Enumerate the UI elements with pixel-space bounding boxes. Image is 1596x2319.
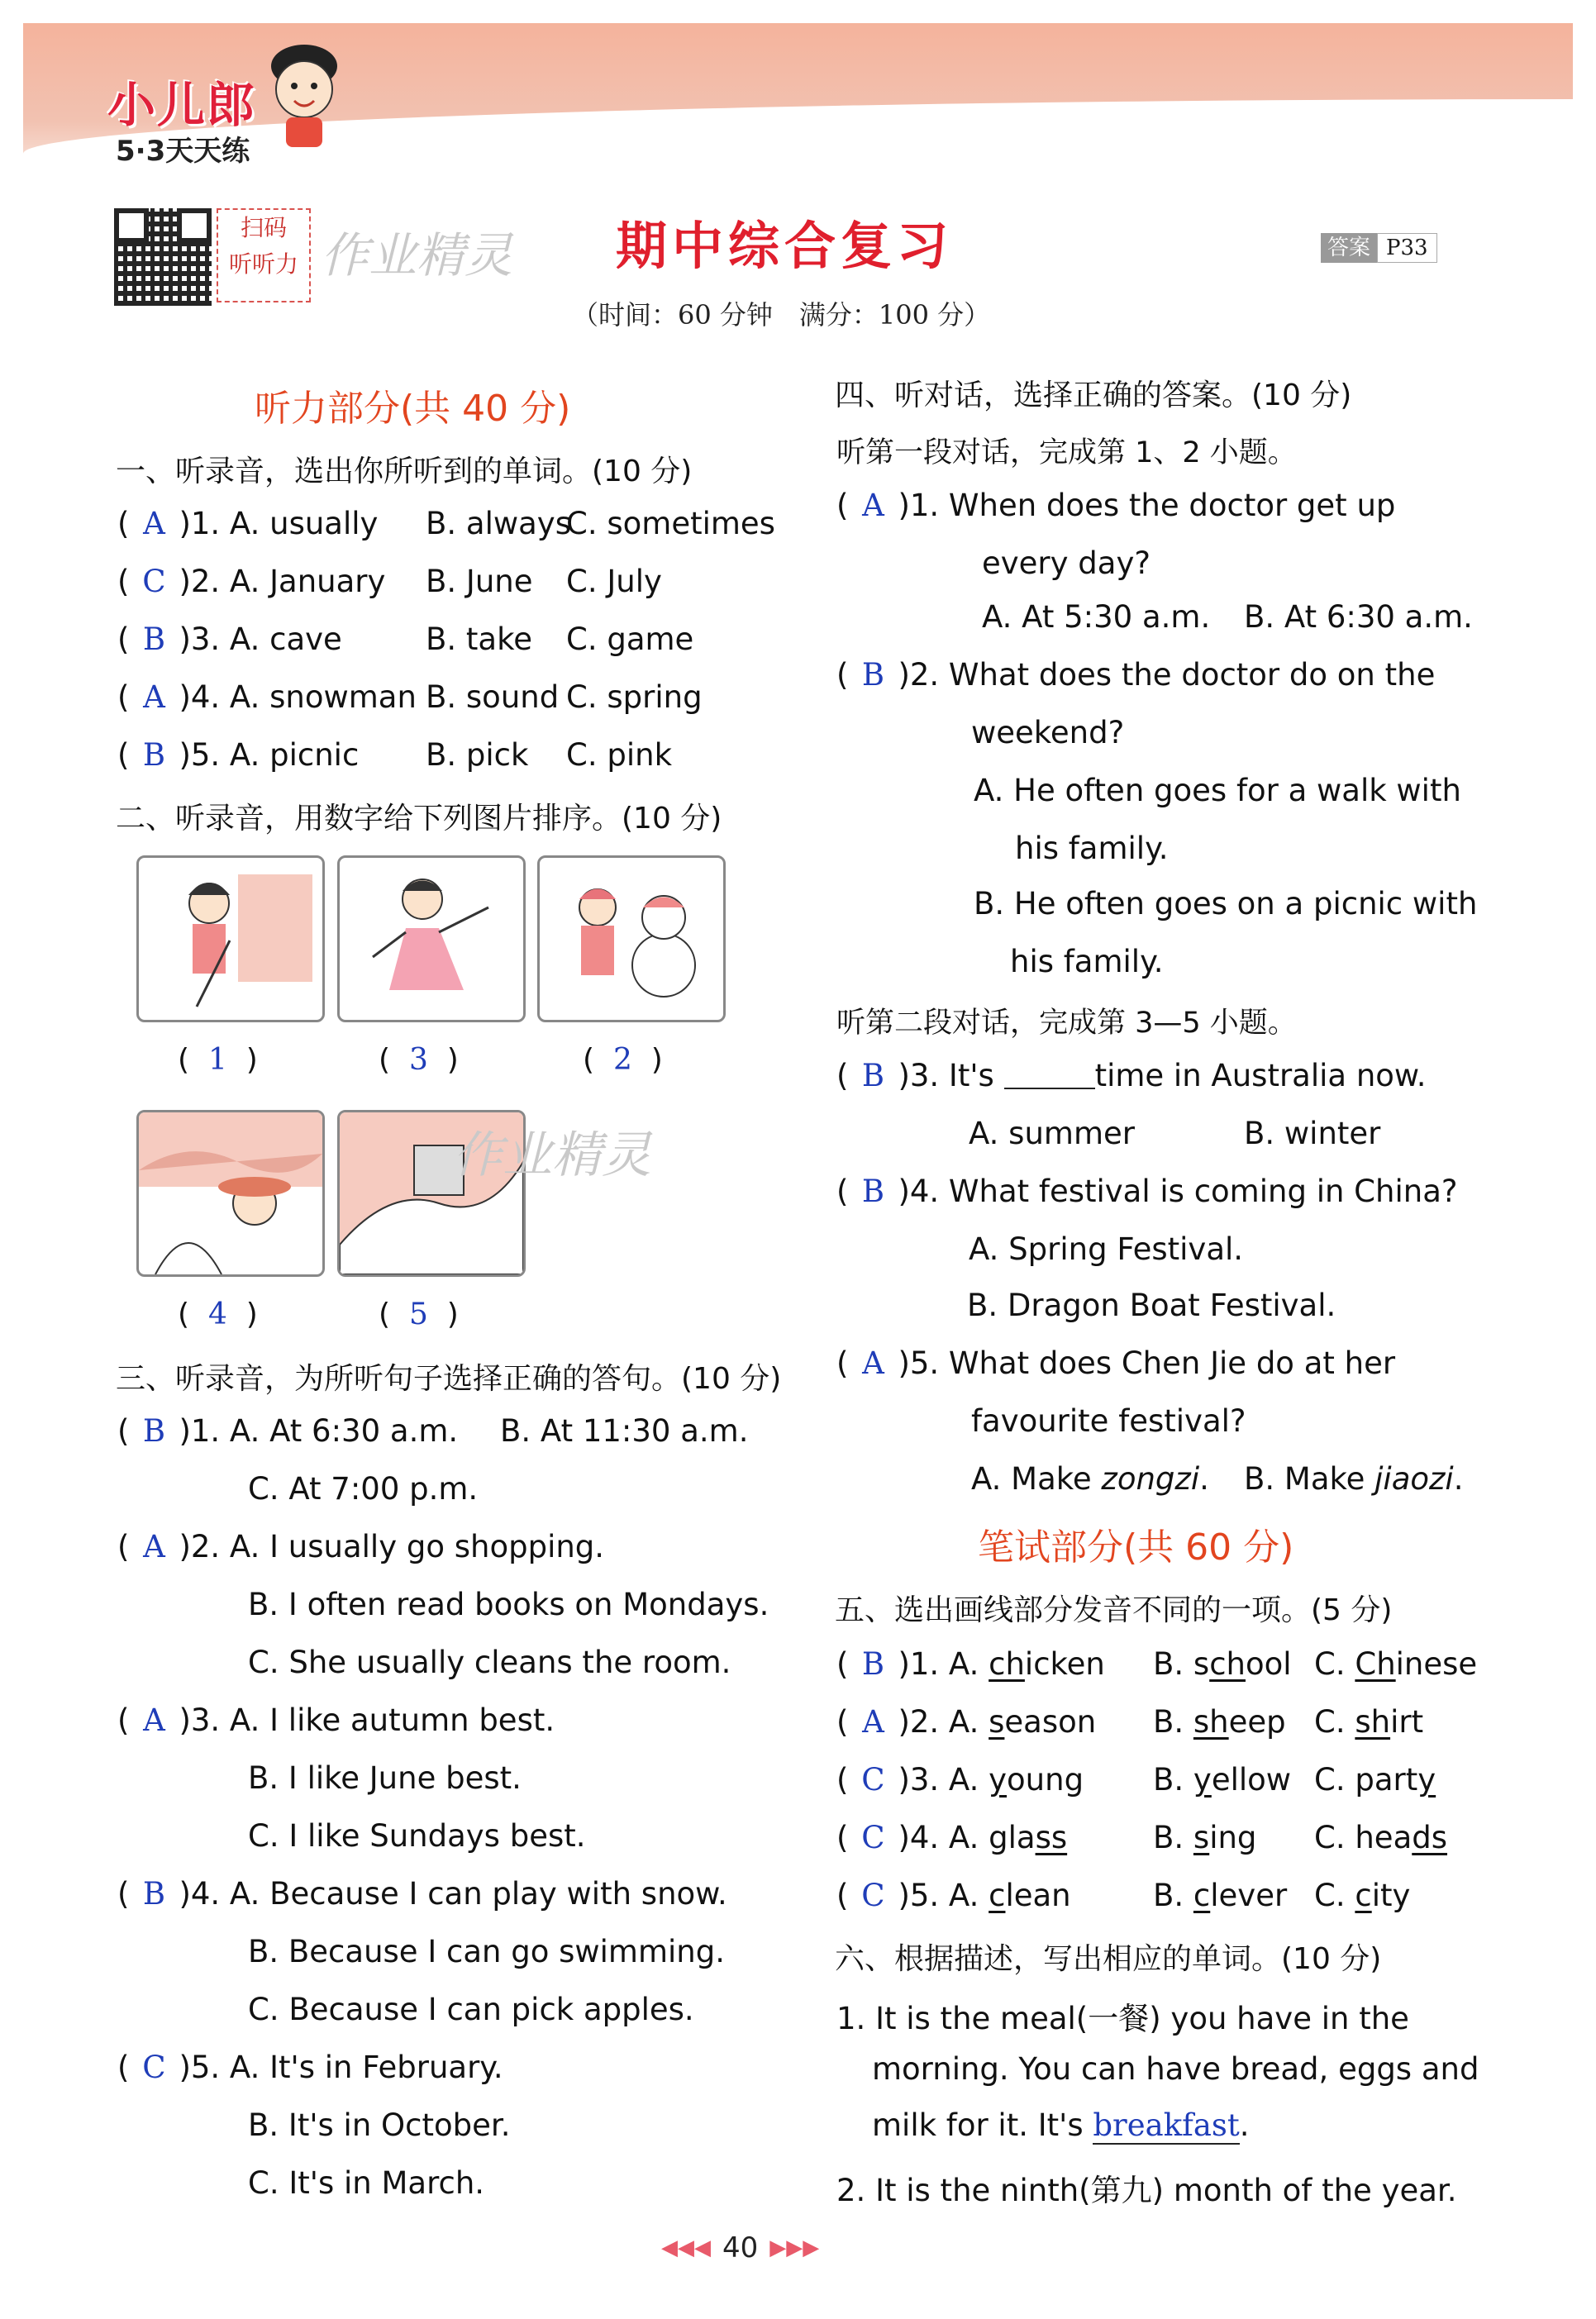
page-number: 40 [722, 2231, 759, 2264]
s4-q5-a: A. Make zongzi. [971, 1461, 1209, 1497]
s4-q2-a1: A. He often goes for a walk with [974, 773, 1461, 808]
s4-q1: ( A )1. When does the doctor get up [836, 488, 1396, 523]
picture-2-answer: ( 3 ) [379, 1043, 459, 1077]
s1-row-1: ( A )1. A. usually [117, 506, 379, 541]
s3-q5-c: C. It's in March. [248, 2165, 485, 2201]
page-footer [661, 2231, 819, 2264]
option-c: C. July [566, 564, 662, 599]
s5-q3-b: B. yellow [1153, 1762, 1292, 1798]
mascot-icon [263, 41, 345, 149]
s3-q3: ( A )3. A. I like autumn best. [117, 1702, 555, 1738]
s4-q3-a: A. summer [969, 1116, 1135, 1151]
s3-q1-b: B. At 11:30 a.m. [500, 1413, 749, 1449]
s3-q4: ( B )4. A. Because I can play with snow. [117, 1876, 727, 1912]
picture-5-answer: ( 5 ) [379, 1298, 459, 1331]
answer-page: P33 [1377, 233, 1437, 263]
s4-q2-a2: his family. [1015, 831, 1169, 866]
s1-row-4: ( A )4. A. snowman [117, 679, 417, 715]
section-3-title: 三、听录音，为所听句子选择正确的答句。(10 分) [116, 1362, 782, 1396]
blank-line [1004, 1063, 1095, 1089]
scan-listen-box[interactable] [217, 208, 311, 302]
s1-row-5: ( B )5. A. picnic [117, 737, 360, 773]
option-b: B. June [426, 564, 533, 599]
answer: C [142, 564, 166, 599]
exam-subtitle: （时间：60 分钟 满分：100 分） [572, 299, 991, 331]
s1-row-2: ( C )2. A. January [117, 564, 386, 599]
s4-q2-b2: his family. [1010, 944, 1164, 979]
option-b: B. take [426, 621, 532, 657]
section-2-title: 二、听录音，用数字给下列图片排序。(10 分) [116, 802, 722, 836]
s5-q5-b: B. clever [1153, 1878, 1288, 1913]
s4-q2: ( B )2. What does the doctor do on the [836, 657, 1436, 693]
picture-farming [136, 1110, 325, 1277]
option-c: C. pink [566, 737, 673, 773]
picture-dancing [337, 855, 526, 1022]
s5-q5-c: C. city [1314, 1878, 1411, 1913]
s4-q5: ( A )5. What does Chen Jie do at her [836, 1345, 1396, 1381]
s3-q5: ( C )5. A. It's in February. [117, 2050, 503, 2085]
s4-q5-l2: favourite festival? [971, 1403, 1246, 1439]
option-c: C. game [566, 621, 694, 657]
answer: A [143, 679, 165, 715]
s3-q4-b: B. Because I can go swimming. [248, 1934, 725, 1969]
s3-q5-b: B. It's in October. [248, 2107, 511, 2143]
listening-heading: 听力部分(共 40 分) [255, 388, 571, 430]
s4-q3: ( B )3. It's time in Australia now. [836, 1058, 1427, 1093]
option-b: B. sound [426, 679, 560, 715]
s5-q4-c: C. heads [1314, 1820, 1448, 1855]
s1-row-3: ( B )3. A. cave [117, 621, 342, 657]
s5-q3-c: C. party [1314, 1762, 1436, 1798]
page-title: 期中综合复习 [616, 216, 954, 276]
s3-q4-c: C. Because I can pick apples. [248, 1992, 694, 2027]
brand-sub: 5·3天天练 [116, 135, 250, 168]
s3-q3-b: B. I like June best. [248, 1760, 522, 1796]
s4-q3-b: B. winter [1244, 1116, 1381, 1151]
answer-reference [1321, 233, 1437, 263]
s5-q1-c: C. Chinese [1314, 1646, 1478, 1682]
s4-q1-a: A. At 5:30 a.m. [982, 599, 1211, 635]
picture-3-answer: ( 2 ) [583, 1043, 663, 1077]
s5-q2-c: C. shirt [1314, 1704, 1424, 1740]
option-b: B. pick [426, 737, 529, 773]
s6-q1-l1: 1. It is the meal(一餐) you have in the [836, 2001, 1409, 2036]
watermark: 作业精灵 [321, 227, 513, 283]
s6-q2-l1: 2. It is the ninth(第九) month of the year. [836, 2173, 1457, 2208]
section-6-title: 六、根据描述，写出相应的单词。(10 分) [835, 1942, 1382, 1976]
s5-q1: ( B )1. A. chicken [836, 1646, 1105, 1682]
watermark-2: 作业精灵 [453, 1126, 651, 1184]
s4-q5-b: B. Make jiaozi. [1244, 1461, 1464, 1497]
s6-q1-l3: milk for it. It's breakfast. [872, 2107, 1250, 2143]
s5-q2-b: B. sheep [1153, 1704, 1286, 1740]
section-1-title: 一、听录音，选出你所听到的单词。(10 分) [116, 455, 693, 488]
answer: B [142, 621, 166, 657]
s3-q1: ( B )1. A. At 6:30 a.m. [117, 1413, 459, 1449]
s4-q4-a: A. Spring Festival. [969, 1231, 1244, 1267]
s4-q4-b: B. Dragon Boat Festival. [967, 1288, 1336, 1323]
s5-q5: ( C )5. A. clean [836, 1878, 1071, 1913]
option-c: C. sometimes [566, 506, 775, 541]
s4-intro-1: 听第一段对话，完成第 1、2 小题。 [836, 436, 1297, 469]
answer: A [143, 506, 165, 541]
s4-q4: ( B )4. What festival is coming in China? [836, 1174, 1458, 1209]
s3-q1-c: C. At 7:00 p.m. [248, 1471, 479, 1507]
picture-4-answer: ( 4 ) [178, 1298, 258, 1331]
s5-q3: ( C )3. A. young [836, 1762, 1084, 1798]
answer: B [142, 737, 166, 773]
s4-q1-b: B. At 6:30 a.m. [1244, 599, 1473, 635]
picture-1-answer: ( 1 ) [178, 1043, 258, 1077]
s3-q2-c: C. She usually cleans the room. [248, 1645, 731, 1680]
s4-intro-2: 听第二段对话，完成第 3—5 小题。 [836, 1007, 1297, 1040]
next-arrows-icon[interactable]: ▶▶▶ [769, 2236, 820, 2260]
s4-q2-b1: B. He often goes on a picnic with [974, 886, 1478, 921]
s5-q4-b: B. sing [1153, 1820, 1257, 1855]
section-5-title: 五、选出画线部分发音不同的一项。(5 分) [835, 1593, 1393, 1627]
section-4-title: 四、听对话，选择正确的答案。(10 分) [835, 379, 1352, 412]
s5-q4: ( C )4. A. glass [836, 1820, 1068, 1855]
qr-code-icon[interactable] [114, 208, 212, 306]
brand-logo: 小儿郎 [107, 77, 257, 133]
s6-q1-answer[interactable]: breakfast [1093, 2107, 1240, 2143]
written-heading: 笔试部分(共 60 分) [978, 1526, 1294, 1569]
s6-q1-l2: morning. You can have bread, eggs and [872, 2051, 1479, 2087]
s4-q2-l2: weekend? [971, 715, 1125, 750]
prev-arrows-icon[interactable]: ◀◀◀ [661, 2236, 711, 2260]
s5-q2: ( A )2. A. season [836, 1704, 1097, 1740]
option-c: C. spring [566, 679, 703, 715]
s4-q1-l2: every day? [982, 545, 1151, 581]
picture-snowman [537, 855, 726, 1022]
scan-label: 扫码 [240, 214, 287, 241]
s3-q2-b: B. I often read books on Mondays. [248, 1587, 769, 1622]
option-b: B. always [426, 506, 571, 541]
listen-label: 听听力 [228, 250, 298, 278]
picture-sweeping [136, 855, 325, 1022]
s3-q2: ( A )2. A. I usually go shopping. [117, 1529, 605, 1564]
s3-q3-c: C. I like Sundays best. [248, 1818, 586, 1854]
answer-tag: 答案 [1321, 233, 1377, 263]
s5-q1-b: B. school [1153, 1646, 1292, 1682]
